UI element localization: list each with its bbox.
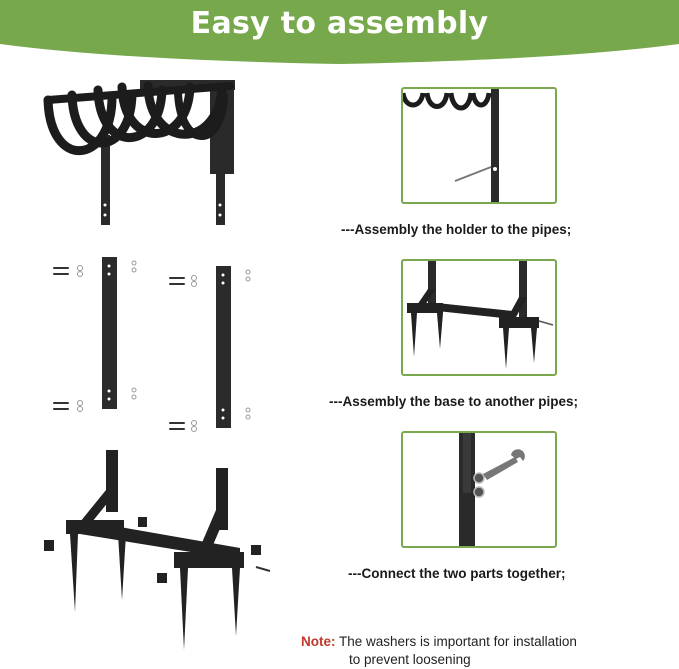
page-title: Easy to assembly [190,6,489,41]
step-2-label: ---Assembly the base to another pipes; [329,394,579,409]
detail-panel-holder [401,87,557,204]
base-to-pipe-detail [403,261,555,374]
holder-to-pipe-detail [403,89,555,202]
assembly-illustration [0,66,300,669]
detail-panel-connect [401,431,557,548]
step-3-label: ---Connect the two parts together; [348,566,566,581]
base-illustration [44,450,270,650]
pipes-illustration [54,257,250,432]
step-1-label: ---Assembly the holder to the pipes; [341,222,572,237]
note-line-1: The washers is important for installation [339,634,577,649]
note-line-2: to prevent loosening [349,652,471,667]
hose-holder-illustration [48,80,235,225]
detail-panel-base [401,259,557,376]
connect-parts-detail [403,433,555,546]
note-label: Note: [301,634,336,649]
installation-note [301,633,577,669]
header-banner [0,0,679,66]
